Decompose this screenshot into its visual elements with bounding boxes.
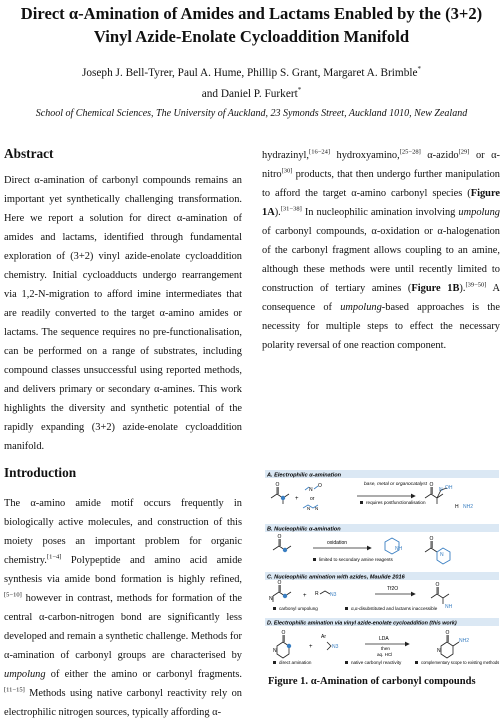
atom-r: R xyxy=(315,591,319,597)
title-line-1: Direct α-Amination of Amides and Lactams Enabled by the (3+2) xyxy=(20,4,483,23)
body-text: products, that then undergo further manipulation to afford the target α-amino carbonyl species ( xyxy=(262,169,500,199)
alpha-carbon-marker xyxy=(283,594,287,598)
panel-d-note-2: native carbonyl reactivity xyxy=(351,660,402,665)
atom-o: O xyxy=(445,630,450,636)
figure-1-scheme xyxy=(265,470,499,668)
reagent-label: Tf2O xyxy=(387,586,399,592)
reagent-label: oxidation xyxy=(327,540,348,546)
atom-o: O xyxy=(281,630,286,636)
panel-a-note: requires postfunctionalisation xyxy=(366,500,426,505)
atom-nh: NH xyxy=(445,604,453,610)
figure-reference: Figure 1A xyxy=(262,188,500,218)
atom-n: N xyxy=(307,506,311,511)
atom-nh2: NH2 xyxy=(459,638,470,644)
intro-text: Polypeptide and amino acid amide synthesis via amide bond formation is highly refined, xyxy=(4,555,242,585)
atom-h: H xyxy=(455,504,459,510)
figure-caption xyxy=(268,676,500,687)
scheme-svg xyxy=(265,470,499,668)
introduction-paragraph xyxy=(4,494,242,722)
author-list xyxy=(0,63,503,105)
atom-n: N xyxy=(437,648,441,654)
body-text: ). xyxy=(274,207,281,218)
product-b-structure xyxy=(425,541,437,552)
atom-n: N xyxy=(273,648,277,654)
plus-sign: + xyxy=(303,593,307,599)
figure-caption-text: α-Amination of carbonyl compounds xyxy=(310,676,476,687)
intro-italic: umpolung xyxy=(4,669,46,680)
atom-nh2: NH2 xyxy=(463,504,474,510)
left-column xyxy=(4,146,242,722)
reagent-label: then xyxy=(381,646,390,651)
atom-o: O xyxy=(277,580,282,586)
body-text: hydrazinyl, xyxy=(262,150,310,161)
alpha-carbon-marker xyxy=(283,548,287,552)
atom-n: N xyxy=(315,506,319,511)
body-text: -based approaches is the necessity for multiple steps to effect the necessary polarity reversal of one reaction component. xyxy=(262,302,500,351)
affiliation: School of Chemical Sciences, The University of Auckland, 23 Symonds Street, Auckland 1010, New Zealand xyxy=(35,108,468,119)
body-text: of carbonyl compounds, α-oxidation or α-halogenation of the carbonyl fragment allows coupling to an amine, although these methods were until recently limited to construction of tertiary amines ( xyxy=(262,226,500,294)
abstract-heading: Abstract xyxy=(4,146,54,161)
atom-n3: N3 xyxy=(330,592,337,598)
atom-o: O xyxy=(429,482,434,488)
body-italic: umpolung xyxy=(458,207,500,218)
plus-sign: + xyxy=(295,496,299,502)
body-text: or α-nitro xyxy=(262,150,500,180)
bullet xyxy=(360,501,363,504)
product-a-structure xyxy=(425,487,447,504)
body-text: A consequence of xyxy=(262,283,501,313)
panel-d-note-3: complementary scope to existing methods xyxy=(421,660,499,665)
body-text: α-azido xyxy=(420,150,459,161)
authors-line-2: and Daniel P. Furkert xyxy=(201,88,298,100)
introduction-heading: Introduction xyxy=(4,465,77,480)
citation: [25−28] xyxy=(399,148,421,156)
intro-text: The α-amino amide motif occurs frequently in biologically active molecules, and construction of this moiety poses an important problem for organic chemistry. xyxy=(4,498,242,566)
product-d-structure xyxy=(441,635,459,658)
citation: [39−50] xyxy=(465,281,487,289)
panel-c-note-1: carbonyl umpolung xyxy=(279,606,318,611)
intro-text: Methods using native carbonyl reactivity rely on electrophilic nitrogen sources, typically affording α- xyxy=(4,688,242,718)
plus-sign: + xyxy=(309,644,313,650)
vinyl-azide-chain xyxy=(327,642,331,650)
paper-title xyxy=(0,2,503,48)
body-italic: umpolung xyxy=(340,302,382,313)
bullet xyxy=(345,661,348,664)
atom-n: N xyxy=(439,487,443,493)
ketone-b-structure xyxy=(273,539,291,550)
panel-d-title: D. Electrophilic amination via vinyl azide-enolate cycloaddition (this work) xyxy=(267,620,457,627)
citation: [1−4] xyxy=(46,553,62,561)
bullet xyxy=(415,661,418,664)
atom-o: O xyxy=(275,482,280,488)
atom-oh: OH xyxy=(445,485,453,491)
panel-d-note-1: direct amination xyxy=(279,660,312,665)
panel-c-title: C. Nucleophilic amination with azides, Maulide 2016 xyxy=(267,574,405,581)
or-label: or xyxy=(310,496,315,502)
body-text: hydroxyamino, xyxy=(330,150,400,161)
bullet xyxy=(313,558,316,561)
panel-c-note-2: α,α-disubstituted and lactams inaccessible xyxy=(351,606,438,611)
intro-text: however in contrast, methods for formation of the central α-carbon-nitrogen bond are significantly less developed and remain a synthetic challenge. Methods for α-amination of carbonyl groups are characterised by xyxy=(4,593,242,661)
panel-a-title: A. Electrophilic α-amination xyxy=(267,472,342,479)
reagent-label: base, metal or organocatalyst xyxy=(364,482,427,487)
abstract-text: Direct α-amination of carbonyl compounds remains an important yet synthetically challenging transformation. Here we report a solution for direct α-amination of amides and lactams, identified through fundamental exploration of (3+2) vinyl azide-enolate cycloaddition chemistry. Initial cycloadducts undergo rearrangement via 1,2-N-migration to afford imine intermediates that are readily converted to the target α-amino amides or lactams. The sequence requires no pre-functionalisation, can be performed on a range of substrates, including compound classes unsuccessful using reported methods, and delivers primary or secondary α-amines. This work highlights the diversity and synthetic potential of the rapidly expanding (3+2) azide-enolate cycloaddition manifold. xyxy=(4,175,242,452)
citation: [5−10] xyxy=(4,591,22,599)
ketone-a-structure xyxy=(271,487,289,504)
citation: [11−15] xyxy=(4,686,25,694)
citation: [29] xyxy=(458,148,470,156)
intro-continued-paragraph xyxy=(262,146,500,355)
body-text: ). xyxy=(459,283,466,294)
reagent-label: aq. HCl xyxy=(377,652,393,657)
bullet xyxy=(273,661,276,664)
product-c-structure xyxy=(431,587,449,604)
citation: [16−24] xyxy=(309,148,331,156)
body-text: In nucleophilic amination involving xyxy=(301,207,459,218)
atom-o: O xyxy=(429,536,434,542)
atom-n: N xyxy=(269,596,273,602)
atom-n: N xyxy=(440,552,444,558)
atom-nh: NH xyxy=(395,546,403,552)
corresponding-mark: * xyxy=(297,86,302,95)
figure-caption-label: Figure 1. xyxy=(268,676,309,687)
alpha-carbon-marker xyxy=(281,496,285,500)
atom-n: N xyxy=(309,487,313,493)
panel-b-note: limited to secondary amine reagents xyxy=(319,557,393,562)
citation: [31−38] xyxy=(280,205,302,213)
corresponding-mark: * xyxy=(417,65,422,74)
atom-o: O xyxy=(277,534,282,540)
bullet xyxy=(345,607,348,610)
title-line-2: Vinyl Azide-Enolate Cycloaddition Manifold xyxy=(93,27,410,46)
authors-line-1: Joseph J. Bell-Tyrer, Paul A. Hume, Phillip S. Grant, Margaret A. Brimble xyxy=(81,67,418,79)
panel-b-title: B. Nucleophilic α-amination xyxy=(267,526,341,533)
atom-ar: Ar xyxy=(321,634,326,640)
azide-chain xyxy=(320,591,330,594)
atom-o: O xyxy=(435,582,440,588)
alpha-carbon-marker xyxy=(287,644,291,648)
atom-o: O xyxy=(318,483,322,489)
citation: [30] xyxy=(281,167,293,175)
figure-reference: Figure 1B xyxy=(411,283,460,294)
reagent-label: LDA xyxy=(379,636,389,642)
right-column xyxy=(262,146,500,355)
bullet xyxy=(273,607,276,610)
amide-c-structure xyxy=(273,585,291,602)
atom-n3: N3 xyxy=(332,644,339,650)
intro-text: of either the amino or carbonyl fragments. xyxy=(45,669,242,680)
